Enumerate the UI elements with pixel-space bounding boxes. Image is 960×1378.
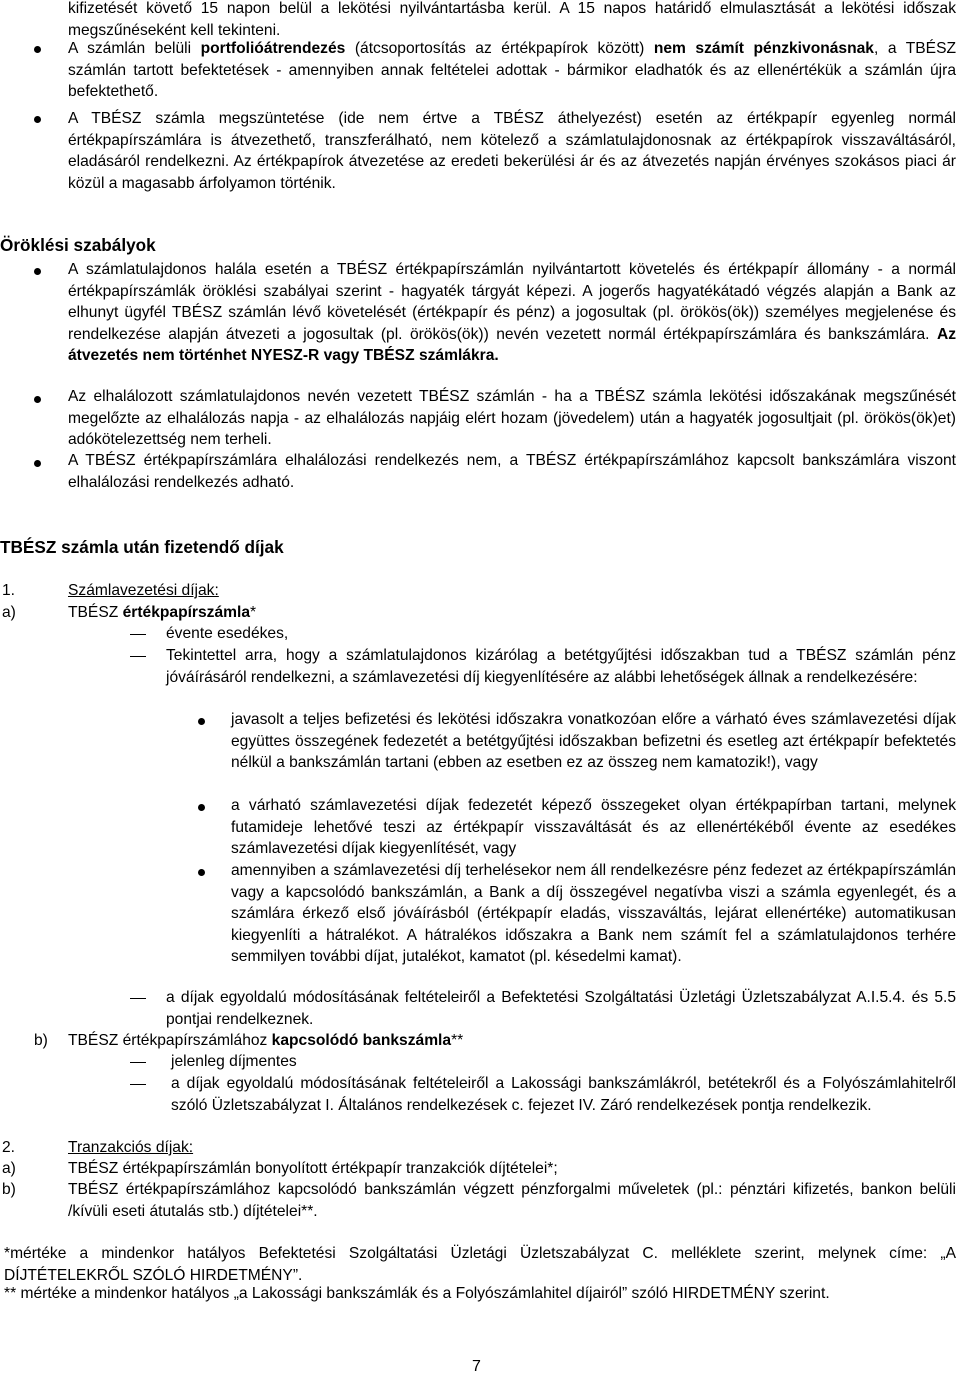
item-1b-dash-1: jelenleg díjmentes — [171, 1053, 297, 1070]
page-number: 7 — [472, 1358, 481, 1375]
footnote-2: ** mértéke a mindenkor hatályos „a Lakossági bankszámlák és a Folyószámlahitel díjairól” szóló HIRDETMÉNY szerint. — [4, 1285, 830, 1302]
item-1a-option-2: a várható számlavezetési díjak fedezetét képező összegeket olyan értékpapírban tartani, melynek futamideje lehetővé teszi az értékpapír visszaváltását és az ellenértékéből évente az esedékes számlavezetési díjak kiegyenlítését, vagy — [231, 797, 956, 857]
intro-bullet-termination: A TBÉSZ számla megszüntetése (ide nem értve a TBÉSZ áthelyezést) esetén az értékpapír egyenleg normál értékpapírszámlára is átvezethető, transzferálható, nem kötelező a számlatulajdonosnak az értékpapírok visszaváltásáról, eladásáról rendelkezni. Az értékpapírok átvezetése az eredeti bekerülési ár és az átvezetés napján érvényes szokásos piaci ár közül a magasabb árfolyamon történik. — [68, 110, 956, 192]
item-1b-title: TBÉSZ értékpapírszámlához kapcsolódó bankszámla** — [68, 1032, 464, 1049]
dash-icon — [130, 1062, 146, 1063]
item-2-number: 2. — [2, 1139, 16, 1156]
inheritance-heading: Öröklési szabályok — [0, 235, 156, 255]
inheritance-bullet-1: A számlatulajdonos halála esetén a TBÉSZ értékpapírszámlán nyilvántartott követelés és értékpapír állomány - a normál értékpapírszámlák öröklési szabályai szerint - hagyaték tárgyát képezi. A jogerős hagyatékátadó végzés alapján a Bank az elhunyt ügyfél TBÉSZ számlán lévő követelését (értékpapír és pénz) a jogosultak (pl. örökös(ök)) személyes megjelenése és rendelkezése alapján átvezeti a jogosultak (pl. örökös(ök)) nevén vezetett normál értékpapírszámlára és bankszámlára. Az átvezetés nem történhet NYESZ-R vagy TBÉSZ számlákra. — [68, 261, 956, 364]
item-2-title: Tranzakciós díjak: — [68, 1139, 194, 1156]
item-2b-text: TBÉSZ értékpapírszámlához kapcsolódó bankszámlán végzett pénzforgalmi műveletek (pl.: pénztári kifizetés, bankon belüli /kívüli eseti átutalás stb.) díjtételei**. — [68, 1181, 956, 1220]
dash-icon — [130, 1084, 146, 1085]
item-1a-dash-1: évente esedékes, — [166, 625, 289, 642]
bullet-icon — [34, 460, 41, 467]
bullet-icon — [34, 268, 41, 275]
item-1a-dash-2: Tekintettel arra, hogy a számlatulajdonos kizárólag a betétgyűjtési időszakban tud a TBÉSZ számlán pénz jóváírásáról rendelkezni, a számlavezetési díj kiegyenlítésére az alábbi lehetőségek állnak a rendelkezésére: — [166, 647, 956, 686]
item-1a-dash-3: a díjak egyoldalú módosításának feltételeiről a Befektetési Szolgáltatási Üzletági Üzletszabályzat A.I.5.4. és 5.5 pontjai rendelkeznek. — [166, 989, 956, 1028]
item-1-number: 1. — [2, 582, 16, 599]
bullet-icon — [34, 396, 41, 403]
item-1a-option-1: javasolt a teljes befizetési és lekötési időszakra vonatkozóan előre a várható éves számlavezetési díjak együttes összegének fedezetét a betétgyűjtési időszakban befizetni és esetleg azt értékpapír befektetés nélkül a bankszámlán tartani (ebben az esetben ez az összeg nem kamatozik!), vagy — [231, 711, 956, 771]
intro-fragment: kifizetését követő 15 napon belül a lekötési nyilvántartásba kerül. A 15 napos határidő elmulasztását a lekötési időszak megszűnéseként kell tekinteni. — [68, 0, 956, 39]
item-1b-label: b) — [34, 1032, 48, 1049]
dash-icon — [130, 998, 146, 999]
bullet-icon — [34, 46, 41, 53]
fees-heading: TBÉSZ számla után fizetendő díjak — [0, 537, 284, 557]
inheritance-bullet-3: A TBÉSZ értékpapírszámlára elhalálozási rendelkezés nem, a TBÉSZ értékpapírszámlához kapcsolt bankszámlára viszont elhalálozási rendelkezés adható. — [68, 452, 956, 491]
dash-icon — [130, 634, 146, 635]
dash-icon — [130, 656, 146, 657]
item-2b-label: b) — [2, 1181, 16, 1198]
item-2a-text: TBÉSZ értékpapírszámlán bonyolított értékpapír tranzakciók díjtételei*; — [68, 1160, 558, 1177]
bullet-icon — [198, 804, 205, 811]
inheritance-bullet-2: Az elhalálozott számlatulajdonos nevén vezetett TBÉSZ számlán - ha a TBÉSZ számla lekötési időszakának megszűnését megelőzte az elhalálozás napja - az elhalálozás napjáig elért hozam (jövedelem) után a hagyaték jogosultjait (pl. örökös(ök)et) adókötelezettség nem terheli. — [68, 388, 956, 448]
intro-bullet-portfolio: A számlán belüli portfolióátrendezés (átcsoportosítás az értékpapírok között) nem számít pénzkivonásnak, a TBÉSZ számlán tartott befektetések - amennyiben annak feltételei adottak - bármikor eladhatók és az ellenértékük a számlán újra befektethető. — [68, 40, 957, 100]
bullet-icon — [198, 869, 205, 876]
item-1a-option-3: amennyiben a számlavezetési díj terhelésekor nem áll rendelkezésre pénz fedezet az értékpapírszámlán vagy a kapcsolódó bankszámlán, a Bank a díj összegével negatívba viszi a számla egyenlegét, és a számlára érkező első jóváírásból (értékpapír eladás, visszaváltás, lejárat ellenértéke) automatikusan kiegyenlíti a hátralékot. A hátralékos időszakra a Bank nem számít fel a számlatulajdonos terhére semmilyen további díjat, jutalékot, kamatot (pl. késedelmi kamat). — [231, 862, 956, 965]
bullet-icon — [34, 116, 41, 123]
item-1a-label: a) — [2, 604, 16, 621]
item-1a-title: TBÉSZ értékpapírszámla* — [68, 604, 257, 621]
bullet-icon — [198, 718, 205, 725]
item-2a-label: a) — [2, 1160, 16, 1177]
footnote-1: *mértéke a mindenkor hatályos Befektetési Szolgáltatási Üzletági Üzletszabályzat C. melléklete szerint, melynek címe: „A DÍJTÉTELEKRŐL SZÓLÓ HIRDETMÉNY”. — [4, 1245, 956, 1284]
item-1b-dash-2: a díjak egyoldalú módosításának feltételeiről a Lakossági bankszámlákról, betétekről és a Folyószámlahitelről szóló Üzletszabályzat I. Általános rendelkezések c. fejezet IV. Záró rendelkezések pontja rendelkezik. — [171, 1075, 956, 1114]
item-1-title: Számlavezetési díjak: — [68, 582, 219, 599]
